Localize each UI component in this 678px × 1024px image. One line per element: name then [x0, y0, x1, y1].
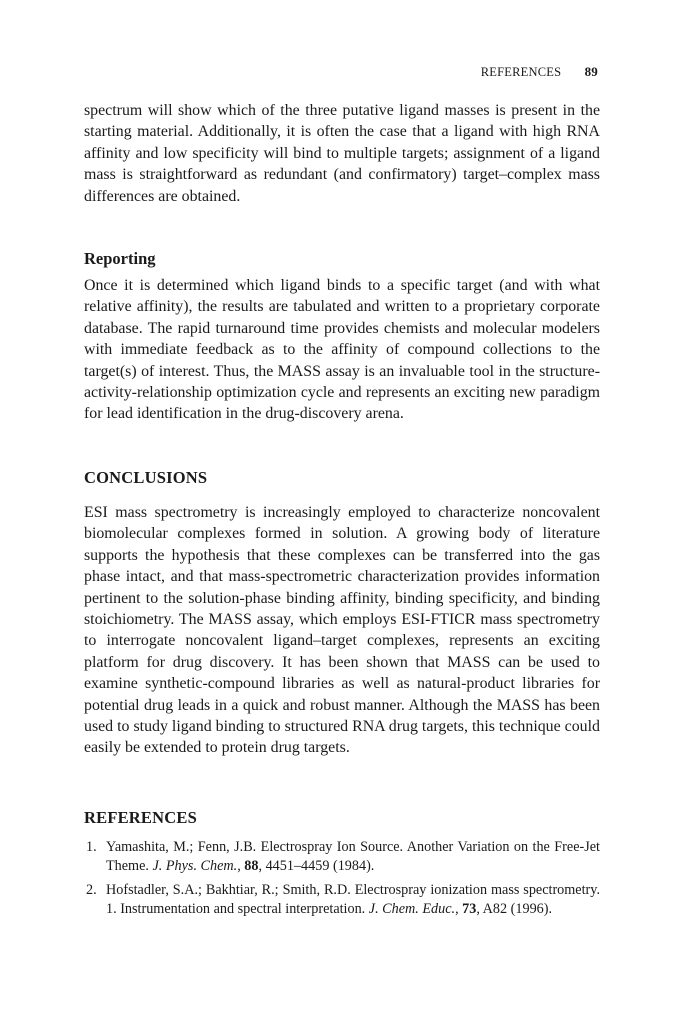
continued-paragraph: spectrum will show which of the three putative ligand masses is present in the starting material. Additionally, it is often the case that a ligand with high RNA affinity and low specificity will bind to multiple targets; assignment of a ligand mass is straightforward as redundant (and confirmatory) target–complex mass differences are obtained.	[84, 102, 600, 205]
reference-journal: J. Phys. Chem.	[152, 858, 238, 875]
reference-number: 1.	[86, 838, 97, 855]
reference-volume: 88	[244, 858, 259, 875]
conclusions-paragraph: ESI mass spectrometry is increasingly employed to characterize noncovalent biomolecular complexes formed in solution. A growing body of literature supports the hypothesis that these complexes can be transferred into the gas phase intact, and that mass-spectrometric characterization provides information pertinent to the solution-phase binding affinity, binding specificity, and binding stoichiometry. The MASS assay, which employs ESI-FTICR mass spectrometry to interrogate noncovalent ligand–target complexes, represents an exciting platform for drug discovery. It has been shown that MASS can be used to examine synthetic-compound libraries as well as natural-product libraries for potential drug leads in a quick and robust manner. Although the MASS has been used to study ligand binding to structured RNA drug targets, this technique could easily be extended to protein drug targets.	[84, 503, 600, 757]
page-number: 89	[584, 64, 598, 79]
reference-volume: 73	[462, 901, 477, 918]
running-head	[481, 64, 598, 80]
reference-pages-year: A82 (1996).	[482, 901, 553, 918]
reference-authors-title: Hofstadler, S.A.; Bakhtiar, R.; Smith, R.D. Electrospray ionization mass spectrometry. 1. Instrumentation and spectral interpretation.	[106, 881, 600, 918]
conclusions-heading: CONCLUSIONS	[84, 467, 208, 487]
reporting-paragraph: Once it is determined which ligand binds to a specific target (and with what relative affinity), the results are tabulated and written to a proprietary corporate database. The rapid turnaround time provides chemists and molecular modelers with immediate feedback as to the affinity of compound collections to the target(s) of interest. Thus, the MASS assay is an invaluable tool in the structure-activity-relationship optimization cycle and represents an exciting new paradigm for lead identification in the drug-discovery arena.	[84, 277, 600, 423]
reference-item: 2. Hofstadler, S.A.; Bakhtiar, R.; Smith, R.D. Electrospray ionization mass spectrometry. 1. Instrumentation and spectral interpretation. J. Chem. Educ., 73, A82 (1996).	[86, 881, 600, 918]
running-title: REFERENCES	[480, 65, 562, 79]
reference-pages-year: 4451–4459 (1984).	[265, 858, 375, 875]
reference-item: 1. Yamashita, M.; Fenn, J.B. Electrospray Ion Source. Another Variation on the Free-Jet Theme. J. Phys. Chem., 88, 4451–4459 (1984).	[86, 838, 600, 875]
reference-journal: J. Chem. Educ.	[368, 901, 456, 918]
reference-authors-title: Yamashita, M.; Fenn, J.B. Electrospray Ion Source. Another Variation on the Free-Jet Theme.	[106, 838, 600, 875]
page-content	[84, 100, 600, 924]
references-heading: REFERENCES	[84, 807, 197, 827]
reference-number: 2.	[86, 881, 97, 898]
reporting-heading: Reporting	[84, 249, 156, 269]
reference-list	[84, 838, 600, 920]
